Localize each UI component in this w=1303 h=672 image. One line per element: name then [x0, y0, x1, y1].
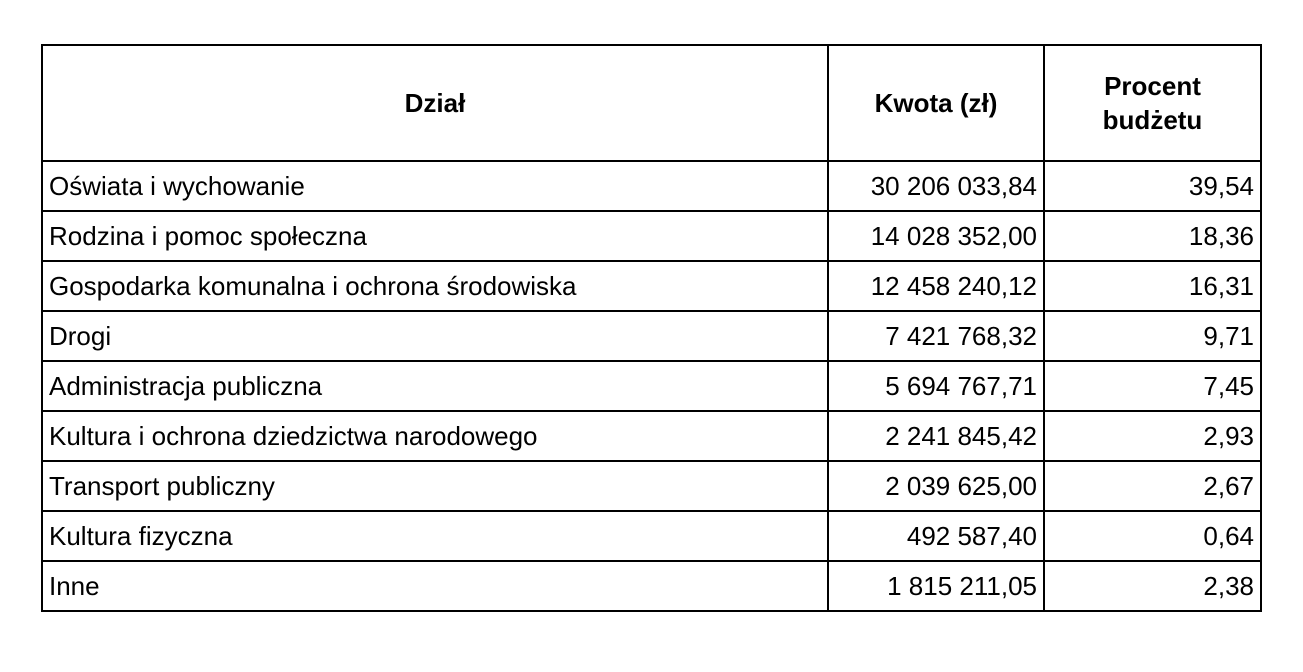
row-percent: 39,54 — [1044, 161, 1261, 211]
row-percent: 2,67 — [1044, 461, 1261, 511]
row-department: Transport publiczny — [42, 461, 828, 511]
table-row — [42, 561, 1261, 611]
table-row — [42, 211, 1261, 261]
row-department: Inne — [42, 561, 828, 611]
row-percent: 2,93 — [1044, 411, 1261, 461]
row-department: Oświata i wychowanie — [42, 161, 828, 211]
row-percent: 7,45 — [1044, 361, 1261, 411]
header-amount: Kwota (zł) — [828, 45, 1044, 161]
table-row — [42, 161, 1261, 211]
budget-table — [41, 44, 1262, 612]
row-percent: 16,31 — [1044, 261, 1261, 311]
row-percent: 0,64 — [1044, 511, 1261, 561]
row-department: Administracja publiczna — [42, 361, 828, 411]
header-row — [42, 45, 1261, 161]
row-department: Rodzina i pomoc społeczna — [42, 211, 828, 261]
table-row — [42, 261, 1261, 311]
row-department: Gospodarka komunalna i ochrona środowiska — [42, 261, 828, 311]
row-amount: 7 421 768,32 — [828, 311, 1044, 361]
header-department: Dział — [42, 45, 828, 161]
row-amount: 1 815 211,05 — [828, 561, 1044, 611]
row-department: Kultura i ochrona dziedzictwa narodowego — [42, 411, 828, 461]
row-amount: 2 039 625,00 — [828, 461, 1044, 511]
row-percent: 9,71 — [1044, 311, 1261, 361]
row-amount: 30 206 033,84 — [828, 161, 1044, 211]
row-amount: 492 587,40 — [828, 511, 1044, 561]
table-row — [42, 511, 1261, 561]
header-percent-line1: Procent — [1104, 71, 1201, 101]
table-row — [42, 311, 1261, 361]
table-row — [42, 411, 1261, 461]
row-amount: 12 458 240,12 — [828, 261, 1044, 311]
row-amount: 5 694 767,71 — [828, 361, 1044, 411]
row-department: Kultura fizyczna — [42, 511, 828, 561]
row-percent: 18,36 — [1044, 211, 1261, 261]
header-percent-line2: budżetu — [1102, 105, 1203, 135]
row-department: Drogi — [42, 311, 828, 361]
row-amount: 14 028 352,00 — [828, 211, 1044, 261]
row-percent: 2,38 — [1044, 561, 1261, 611]
table-row — [42, 361, 1261, 411]
header-percent — [1044, 45, 1261, 161]
table-row — [42, 461, 1261, 511]
row-amount: 2 241 845,42 — [828, 411, 1044, 461]
